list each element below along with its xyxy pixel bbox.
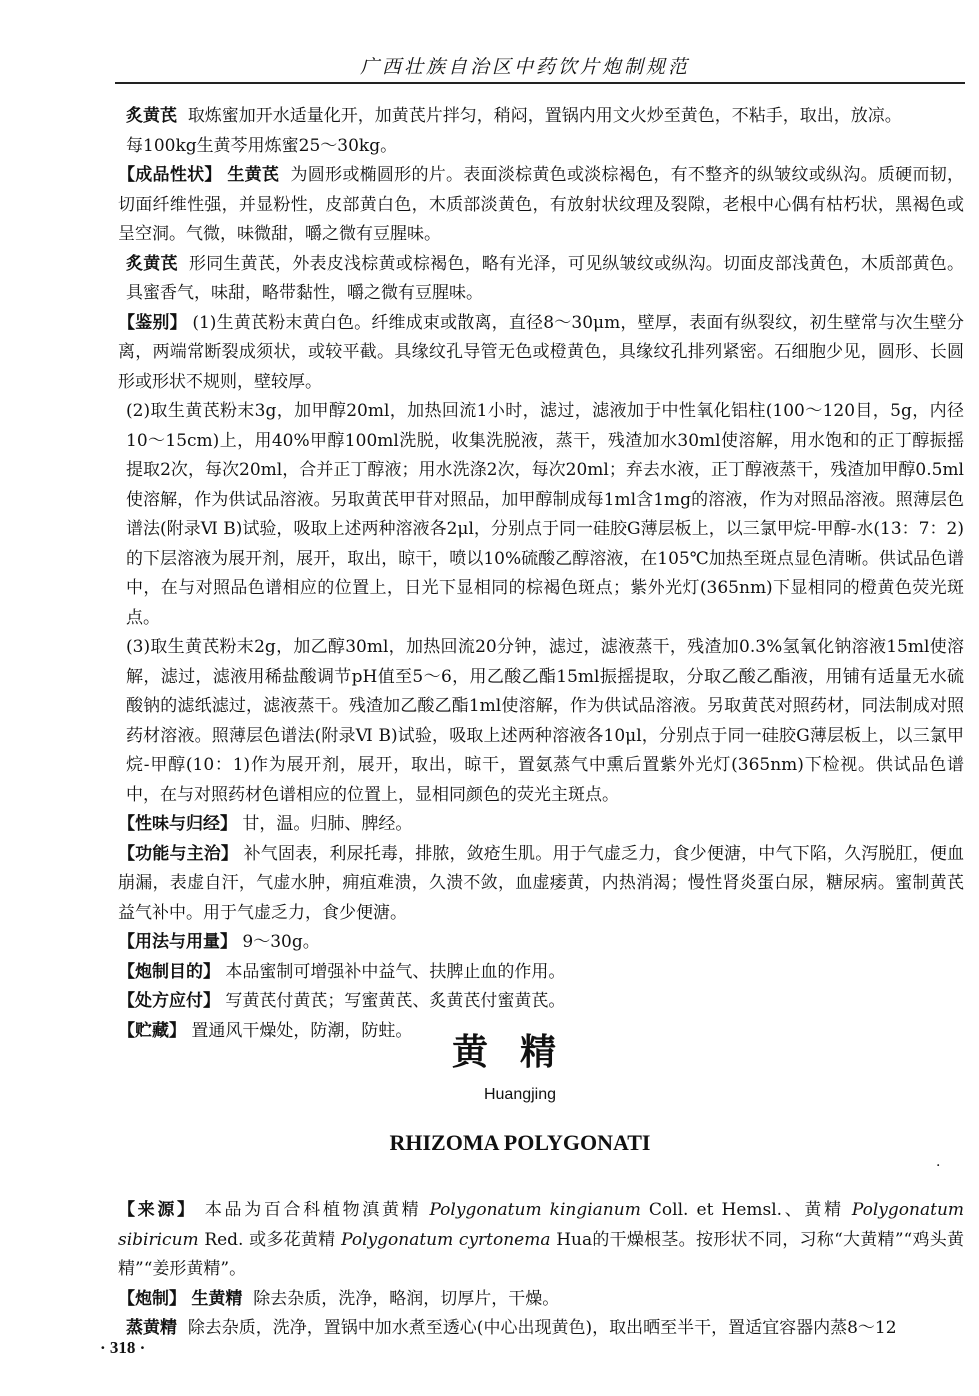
stray-mark: ·	[936, 1158, 941, 1174]
paragraph-paozhi-mudi	[118, 958, 964, 988]
label-jianbie: 【鉴别】	[118, 312, 187, 333]
label-sheng-huangqi: 生黄芪	[227, 165, 280, 185]
text-zheng-huangjing: 除去杂质，洗净，置锅中加水煮至透心(中心出现黄色)，取出晒至半干，置适宜容器内蒸8～12	[187, 1318, 897, 1338]
paragraph-zhi-huangqi-xingzhuang	[118, 250, 964, 309]
paragraph-zhihuangqi-dosage: 每100kg生黄芩用炼蜜25～30kg。	[126, 135, 398, 156]
label-gongneng: 【功能与主治】	[118, 843, 239, 864]
text-laiyuan-b: Coll. et Hemsl.、黄精	[648, 1200, 844, 1220]
label-zheng-huangjing: 蒸黄精	[126, 1318, 177, 1338]
species-cyrtonema: Polygonatum cyrtonema	[341, 1229, 551, 1250]
label-xingwei: 【性味与归经】	[118, 814, 237, 834]
text-gongneng: 补气固表，利尿托毒，排脓，敛疮生肌。用于气虚乏力，食少便溏，中气下陷，久泻脱肛，便血崩漏，表虚自汗，气虚水肿，痈疽难溃，久溃不敛，血虚痿黄，内热消渴；慢性肾炎蛋白尿，糖尿病。蜜制黄芪益气补中。用于气虚乏力，食少便溏。	[118, 843, 965, 923]
paragraph-yongfa	[118, 928, 964, 958]
entry-title-latin: RHIZOMA POLYGONATI	[389, 1130, 651, 1155]
paragraph-jianbie-3: (3)取生黄芪粉末2g，加乙醇30ml，加热回流20分钟，滤过，滤液蒸干，残渣加0.3%氢氧化钠溶液15ml使溶解，滤过，滤液用稀盐酸调节pH值至5～6，用乙酸乙酯15ml振摇提取，分取乙酸乙酯液，用铺有适量无水硫酸钠的滤纸滤过，滤液蒸干。残渣加乙酸乙酯1ml使溶解，作为供试品溶液。另取黄芪对照药材，同法制成对照药材溶液。照薄层色谱法(附录Ⅵ B)试验，吸取上述两种溶液各10μl，分别点于同一硅胶G薄层板上，以三氯甲烷-甲醇(10：1)作为展开剂，展开，取出，晾干，置氨蒸气中熏后置紫外光灯(365nm)下检视。供试品色谱中，在与对照药材色谱相应的位置上，显相同颜色的荧光主斑点。	[126, 637, 964, 805]
text-laiyuan-c: Red. 或多花黄精	[204, 1229, 336, 1250]
text-xingwei: 甘，温。归肺、脾经。	[242, 814, 413, 834]
paragraph-jianbie-1	[118, 309, 964, 398]
label-zhucang: 【贮藏】	[118, 1020, 186, 1041]
page-number: · 318 ·	[100, 1338, 146, 1357]
header-rule	[115, 82, 965, 84]
text-laiyuan-d: Hua的干燥根茎。按形状不同，习称“大黄精”“鸡头黄精”“姜形黄精”。	[118, 1229, 964, 1279]
text-laiyuan-a: 本品为百合科植物滇黄精	[204, 1200, 422, 1220]
label-sheng-huangjing: 生黄精	[191, 1288, 243, 1309]
label-chufang: 【处方应付】	[118, 991, 220, 1011]
label-yongfa: 【用法与用量】	[118, 932, 237, 952]
label-zhi-huangqi-2: 炙黄芪	[126, 253, 178, 274]
paragraph-paozhi	[118, 1285, 964, 1315]
paragraph-xingwei	[118, 810, 964, 840]
label-laiyuan: 【来源】	[118, 1200, 197, 1220]
text-paozhi-mudi: 本品蜜制可增强补中益气、扶脾止血的作用。	[225, 961, 566, 982]
entry-title-chinese: 黄精	[451, 1032, 588, 1073]
text-sheng-huangqi: 为圆形或椭圆形的片。表面淡棕黄色或淡棕褐色，有不整齐的纵皱纹或纵沟。质硬而韧，切面纤维性强，并显粉性，皮部黄白色，木质部淡黄色，有放射状纹理及裂隙，老根中心偶有枯朽状，黑褐色或呈空洞。气微，味微甜，嚼之微有豆腥味。	[118, 165, 965, 244]
label-paozhi-mudi: 【炮制目的】	[118, 961, 220, 982]
paragraph-gongneng	[118, 840, 964, 929]
new-entry-body	[118, 1196, 964, 1344]
paragraph-chufang	[118, 987, 964, 1017]
prev-entry-body	[118, 102, 964, 1046]
text-zhihuangqi: 取炼蜜加开水适量化开，加黄芪片拌匀，稍闷，置锅内用文火炒至黄色，不粘手，取出，放凉。	[187, 106, 902, 126]
label-zhihuangqi: 炙黄芪	[126, 106, 177, 126]
paragraph-jianbie-2: (2)取生黄芪粉末3g，加甲醇20ml，加热回流1小时，滤过，滤液加于中性氧化铝柱(100～120目，5g，内径10～15cm)上，用40%甲醇100ml洗脱，收集洗脱液，蒸干，残渣加水30ml使溶解，用水饱和的正丁醇振摇提取2次，每次20ml，合并正丁醇液；用水洗涤2次，每次20ml；弃去水液，正丁醇液蒸干，残渣加甲醇0.5ml使溶解，作为供试品溶液。另取黄芪甲苷对照品，加甲醇制成每1ml含1mg的溶液，作为对照品溶液。照薄层色谱法(附录Ⅵ B)试验，吸取上述两种溶液各2μl，分别点于同一硅胶G薄层板上，以三氯甲烷-甲醇-水(13：7：2)的下层溶液为展开剂，展开，取出，晾干，喷以10%硫酸乙醇溶液，在105℃加热至斑点显色清晰。供试品色谱中，在与对照品色谱相应的位置上，日光下显相同的棕褐色斑点；紫外光灯(365nm)下显相同的橙黄色荧光斑点。	[126, 401, 964, 628]
species-sibiricum: Polygonatum sibiricum	[118, 1200, 965, 1250]
running-header: 广西壮族自治区中药饮片炮制规范	[360, 56, 691, 78]
text-chufang: 写黄芪付黄芪；写蜜黄芪、炙黄芪付蜜黄芪。	[225, 991, 566, 1011]
species-kingianum: Polygonatum kingianum	[429, 1200, 641, 1220]
text-zhucang: 置通风干燥处，防潮，防蛀。	[191, 1020, 413, 1041]
text-yongfa: 9～30g。	[242, 932, 320, 952]
label-paozhi: 【炮制】	[118, 1288, 186, 1309]
paragraph-zhihuangqi	[118, 102, 964, 132]
paragraph-chengpin	[118, 161, 964, 250]
paragraph-laiyuan	[118, 1196, 964, 1285]
text-jianbie-1: (1)生黄芪粉末黄白色。纤维成束或散离，直径8～30μm，壁厚，表面有纵裂纹，初生壁常与次生壁分离，两端常断裂成须状，或较平截。具缘纹孔导管无色或橙黄色，具缘纹孔排列紧密。石细胞少见，圆形、长圆形或形状不规则，壁较厚。	[118, 312, 964, 392]
text-sheng-huangjing: 除去杂质，洗净，略润，切厚片，干燥。	[253, 1288, 560, 1309]
paragraph-zheng-huangjing	[118, 1314, 964, 1344]
entry-title-pinyin: Huangjing	[483, 1086, 557, 1103]
label-chengpin: 【成品性状】	[118, 165, 222, 185]
text-zhi-huangqi-2: 形同生黄芪，外表皮浅棕黄或棕褐色，略有光泽，可见纵皱纹或纵沟。切面皮部浅黄色，木质部黄色。具蜜香气，味甜，略带黏性，嚼之微有豆腥味。	[126, 253, 964, 303]
